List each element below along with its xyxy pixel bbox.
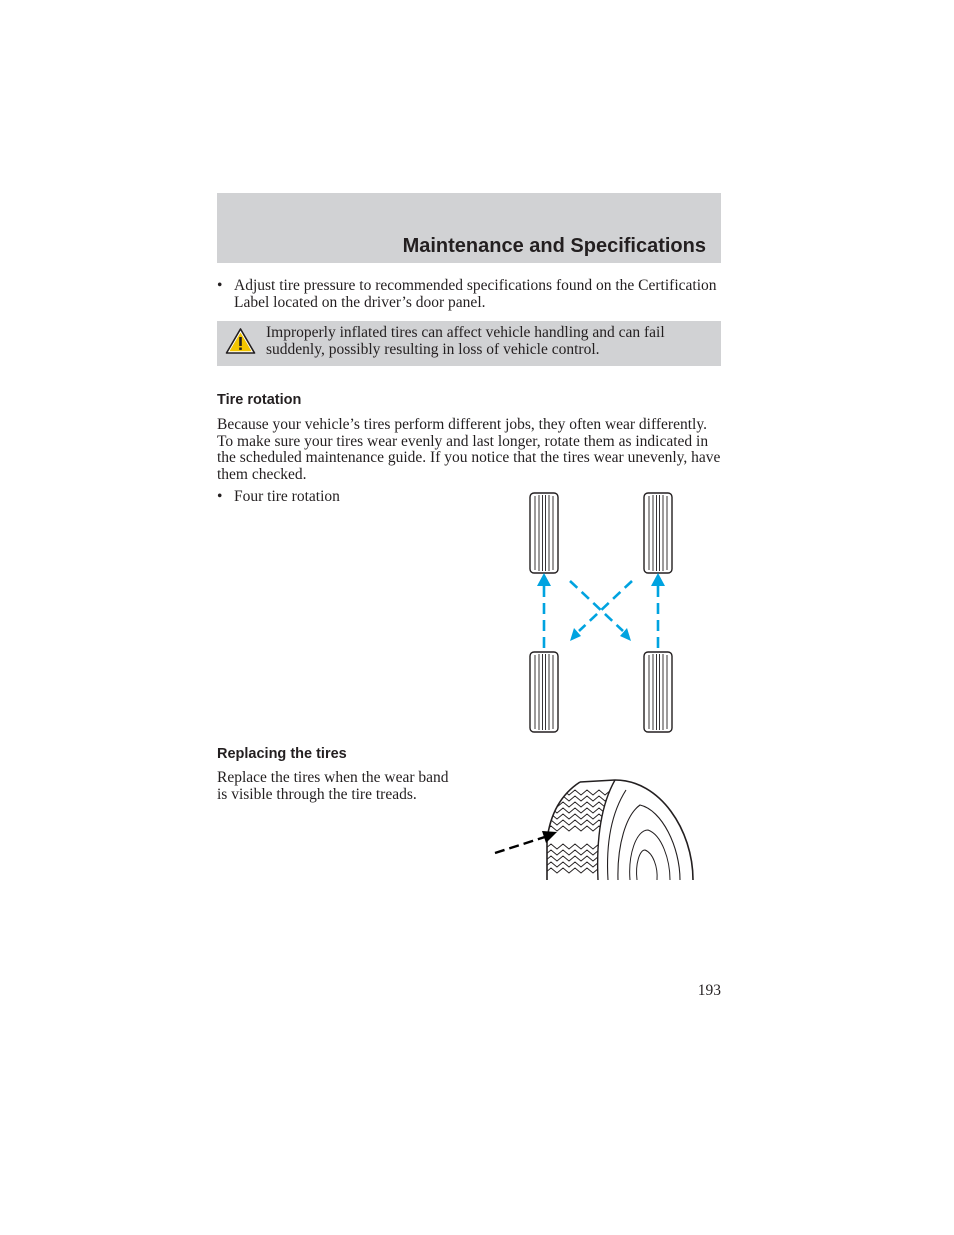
section-header — [217, 193, 721, 263]
arrowhead-right-up — [651, 573, 665, 586]
heading-replacing-tires: Replacing the tires — [217, 746, 347, 762]
bullet-dot: • — [217, 488, 223, 505]
page-number: 193 — [697, 982, 721, 999]
rotation-arrows — [544, 581, 658, 648]
tire-front-left — [530, 493, 558, 573]
paragraph-tire-rotation: Because your vehicle’s tires perform different jobs, they often wear differently. To make sure your tires wear evenly and last longer, rotate them as indicated in the scheduled maintenance guide. If you notice that the tires wear unevenly, have them checked. — [217, 416, 721, 483]
arrow-front-right-to-rear-left — [579, 581, 632, 631]
heading-tire-rotation: Tire rotation — [217, 392, 302, 408]
tire-wear-band-diagram — [490, 775, 700, 885]
bullet-item-four-tire — [217, 489, 467, 507]
tire-rear-left — [530, 652, 558, 732]
arrowhead-left-up — [537, 573, 551, 586]
tire-rotation-diagram — [495, 485, 695, 740]
bullet-text-four-tire: Four tire rotation — [234, 488, 340, 505]
section-title: Maintenance and Specifications — [402, 235, 706, 257]
arrow-front-left-to-rear-right — [570, 581, 623, 631]
rotation-arrowheads — [537, 573, 665, 641]
tire-front-right — [644, 493, 672, 573]
paragraph-replacing-tires: Replace the tires when the wear band is visible through the tire treads. — [217, 769, 449, 803]
warning-box — [217, 321, 721, 366]
bullet-dot: • — [217, 277, 223, 294]
warning-triangle-icon — [225, 327, 256, 355]
warning-text: Improperly inflated tires can affect vehicle handling and can fail suddenly, possibly resulting in loss of vehicle control. — [266, 324, 665, 358]
bullet-text-pressure: Adjust tire pressure to recommended specifications found on the Certification Label located on the driver’s door panel. — [234, 277, 717, 311]
bullet-item-pressure — [217, 278, 721, 312]
tire-rear-right — [644, 652, 672, 732]
